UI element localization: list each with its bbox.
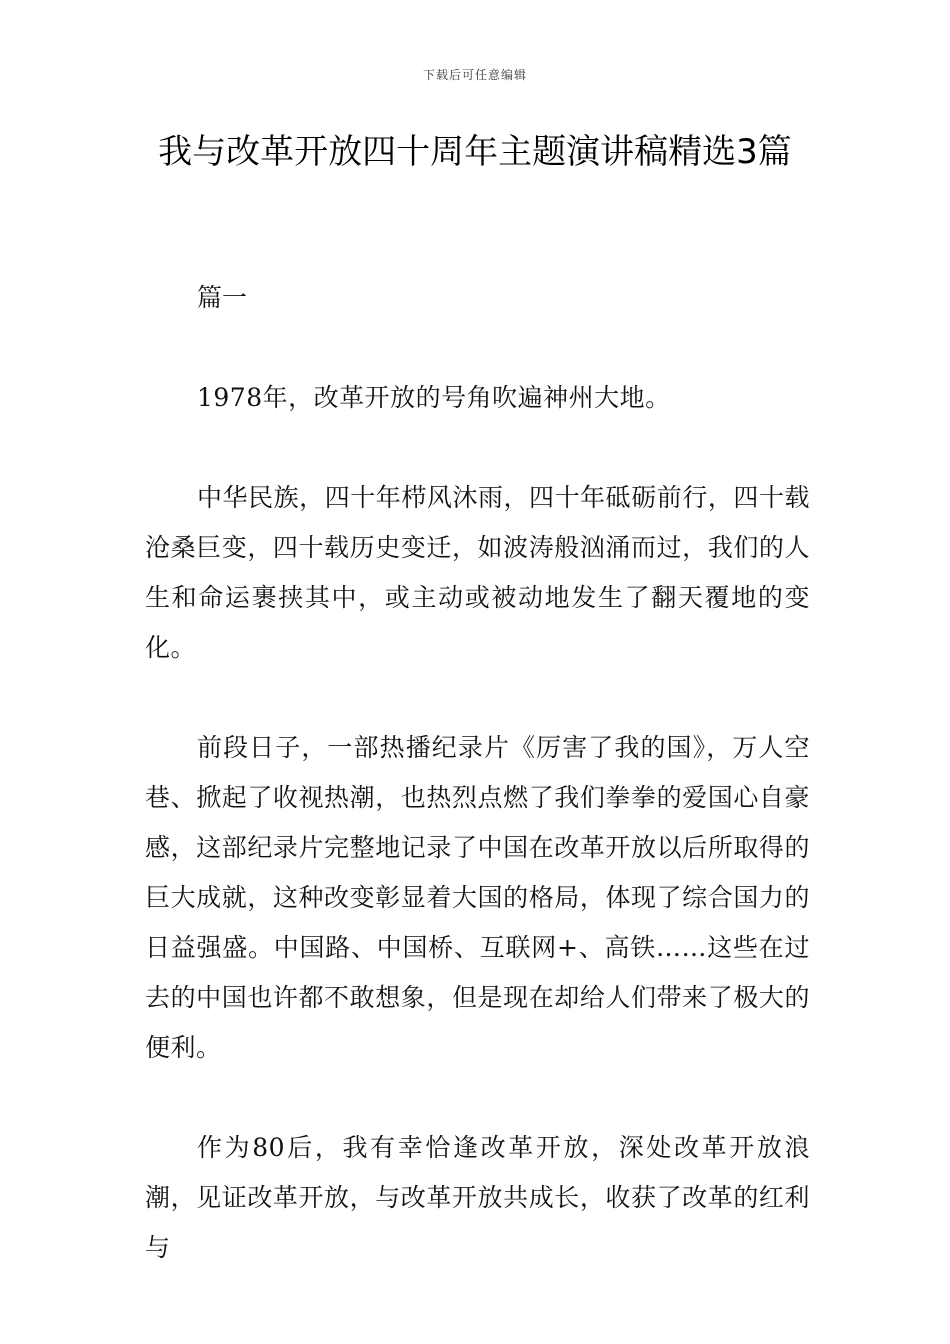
paragraph-4: 作为80后，我有幸恰逢改革开放，深处改革开放浪潮，见证改革开放，与改革开放共成长，收获了改革的红利与 — [145, 1133, 810, 1262]
spacer — [145, 423, 810, 473]
document-body — [145, 273, 810, 1273]
paragraph-3: 前段日子，一部热播纪录片《厉害了我的国》，万人空巷、掀起了收视热潮，也热烈点燃了我们拳拳的爱国心自豪感，这部纪录片完整地记录了中国在改革开放以后所取得的巨大成就，这种改变彰显着大国的格局，体现了综合国力的日益强盛。中国路、中国桥、互联网+、高铁……这些在过去的中国也许都不敢想象，但是现在却给人们带来了极大的便利。 — [145, 733, 810, 1062]
document-title: 我与改革开放四十周年主题演讲稿精选3篇 — [158, 132, 792, 172]
header-note: 下载后可任意编辑 — [422, 68, 527, 82]
spacer — [145, 673, 810, 723]
section-heading: 篇一 — [197, 283, 248, 312]
spacer — [145, 323, 810, 373]
spacer — [145, 1073, 810, 1123]
paragraph-1: 1978年，改革开放的号角吹遍神州大地。 — [197, 383, 671, 412]
paragraph-2: 中华民族，四十年栉风沐雨，四十年砥砺前行，四十载沧桑巨变，四十载历史变迁，如波涛般汹涌而过，我们的人生和命运裹挟其中，或主动或被动地发生了翻天覆地的变化。 — [145, 483, 810, 662]
